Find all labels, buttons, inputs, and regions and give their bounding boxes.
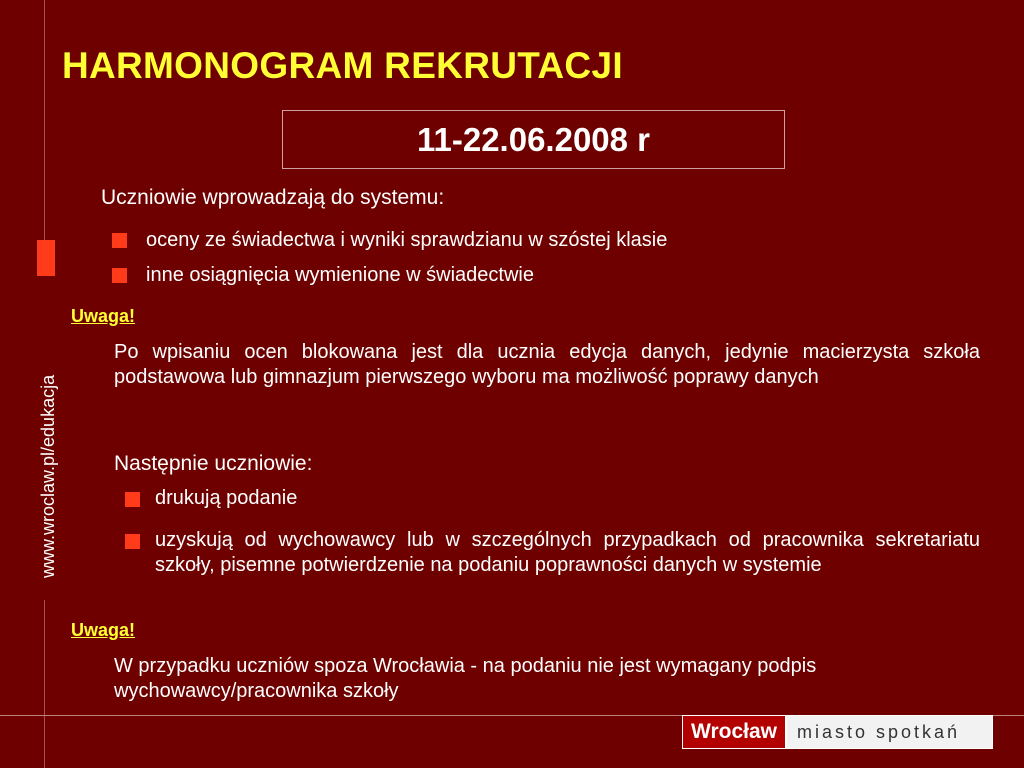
section2-intro: Następnie uczniowie: (114, 452, 313, 475)
list-item-text: inne osiągnięcia wymienione w świadectwie (146, 264, 534, 286)
square-bullet-icon (112, 233, 127, 248)
list-item (125, 528, 980, 578)
list-item-text: oceny ze świadectwa i wyniki sprawdzianu w szóstej klasie (146, 229, 668, 251)
date-box: 11-22.06.2008 r (282, 110, 785, 169)
list-item-text: uzyskują od wychowawcy lub w szczególnych przypadkach od pracownika sekretariatu szkoły, pisemne potwierdzenie na podaniu poprawności danych w systemie (155, 529, 980, 576)
note1-text: Po wpisaniu ocen blokowana jest dla ucznia edycja danych, jedynie macierzysta szkoła podstawowa lub gimnazjum pierwszego wyboru ma możliwość poprawy danych (114, 341, 980, 388)
logo-city-name: Wrocław (683, 716, 787, 748)
logo-tagline: miasto spotkań (787, 716, 992, 748)
square-bullet-icon (125, 534, 140, 549)
square-bullet-icon (112, 268, 127, 283)
note1-label: Uwaga! (71, 306, 136, 326)
square-bullet-icon (125, 492, 140, 507)
side-url-text: www.wroclaw.pl/edukacja (38, 374, 58, 578)
page-title: HARMONOGRAM REKRUTACJI (62, 45, 623, 86)
section2-list (125, 486, 980, 578)
section1-intro: Uczniowie wprowadzają do systemu: (101, 186, 445, 209)
note2-label: Uwaga! (71, 620, 136, 640)
list-item (112, 262, 667, 297)
note2-text: W przypadku uczniów spoza Wrocławia - na podaniu nie jest wymagany podpis wychowawcy/pracownika szkoły (114, 655, 817, 702)
left-divider-line (44, 0, 45, 250)
left-divider-line-lower (44, 600, 45, 768)
list-item-text: drukują podanie (155, 487, 298, 509)
list-item (112, 227, 667, 262)
list-item (125, 486, 980, 528)
side-accent-block (37, 240, 55, 276)
section1-list (112, 227, 667, 297)
wroclaw-logo (682, 715, 993, 749)
